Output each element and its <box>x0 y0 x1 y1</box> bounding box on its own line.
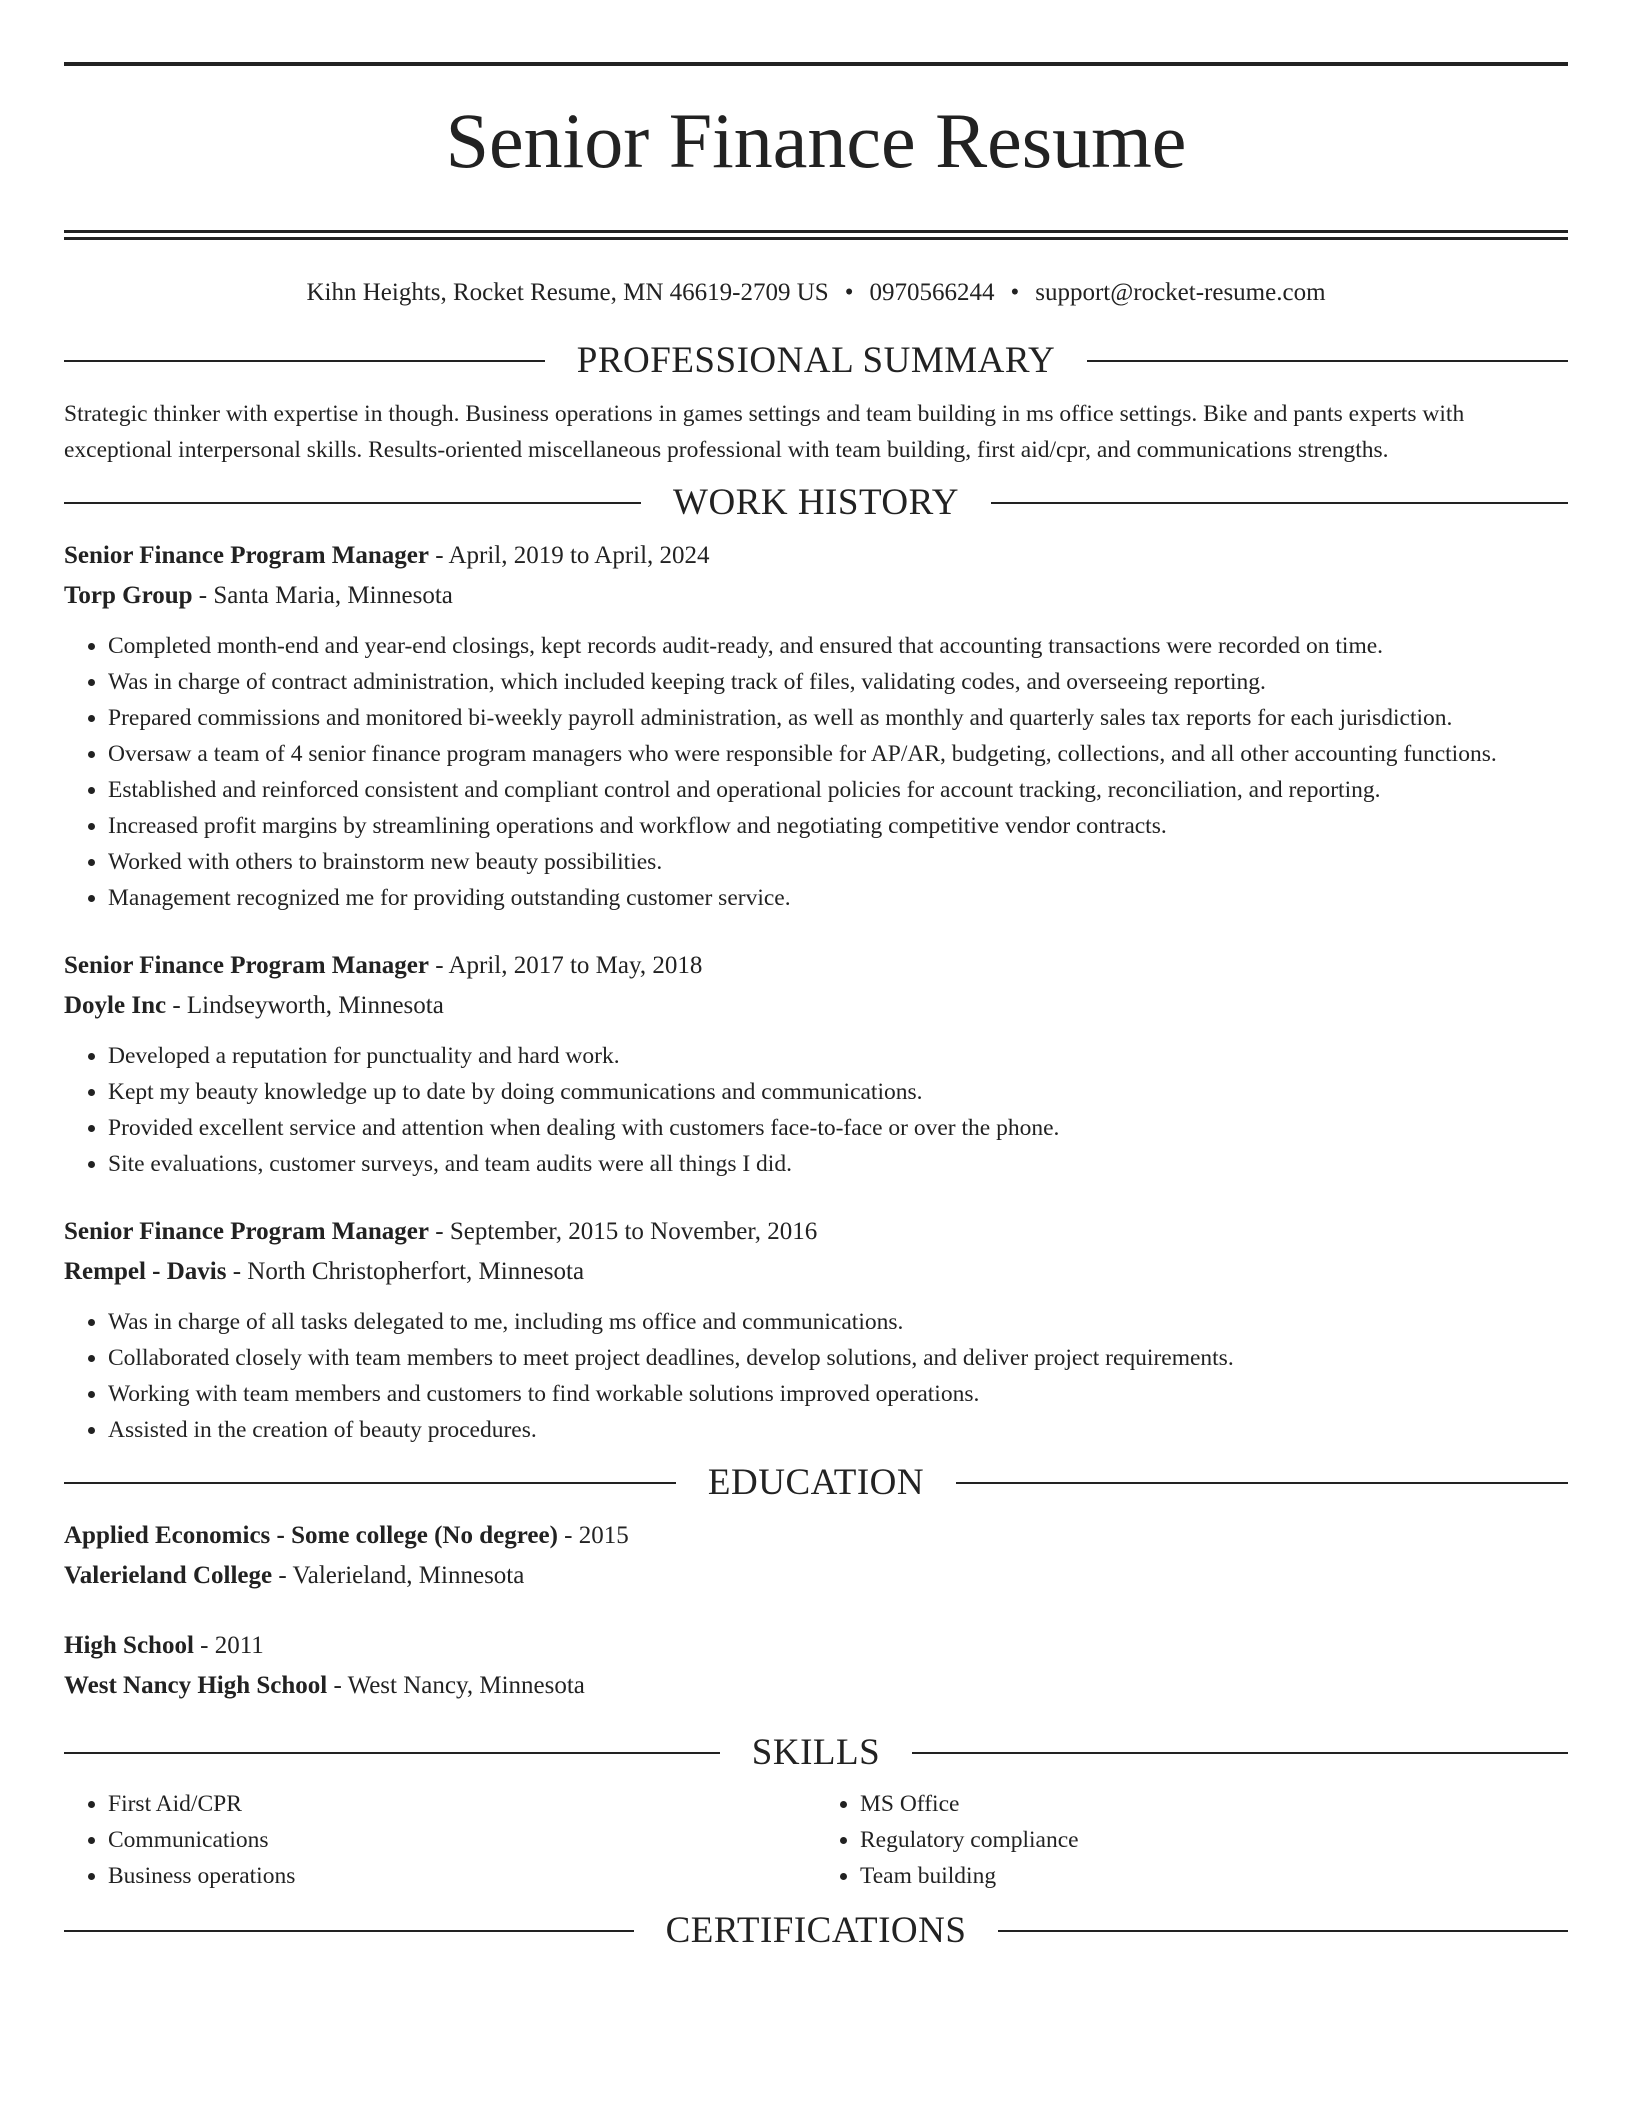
education-degree: High School <box>64 1632 194 1659</box>
section-header-work-history <box>64 480 1568 526</box>
contact-phone: 0970566244 <box>869 279 995 306</box>
contact-address: Kihn Heights, Rocket Resume, MN 46619-2709 US <box>306 279 829 306</box>
divider <box>64 1930 634 1932</box>
job-company-line <box>64 986 1568 1026</box>
education-school-line <box>64 1666 1568 1706</box>
contact-email[interactable]: support@rocket-resume.com <box>1035 279 1326 306</box>
job-location: - Lindseyworth, Minnesota <box>166 992 444 1019</box>
job-bullets <box>64 1038 1568 1182</box>
education-year: - 2015 <box>557 1522 629 1549</box>
divider <box>912 1752 1568 1754</box>
list-item: • Management recognized me for providing outstanding customer service. <box>108 880 1568 916</box>
education-school-line <box>64 1556 1568 1596</box>
job-title-line <box>64 1212 1568 1252</box>
list-item: • Was in charge of all tasks delegated to me, including ms office and communications. <box>108 1304 1568 1340</box>
skill-item: • MS Office <box>860 1786 1568 1822</box>
section-header-skills <box>64 1730 1568 1776</box>
education-school: West Nancy High School <box>64 1672 328 1699</box>
skills-column-right <box>816 1786 1568 1894</box>
education-degree-line <box>64 1626 1568 1666</box>
divider <box>64 1482 676 1484</box>
job-entry <box>64 946 1568 1182</box>
divider <box>1087 360 1568 362</box>
job-title-line <box>64 536 1568 576</box>
job-location: - North Christopherfort, Minnesota <box>226 1258 585 1285</box>
job-title: Senior Finance Program Manager <box>64 952 429 979</box>
top-rule <box>64 62 1568 66</box>
job-dates: - April, 2019 to April, 2024 <box>429 542 710 569</box>
section-header-certifications <box>64 1908 1568 1954</box>
list-item: • Worked with others to brainstorm new beauty possibilities. <box>108 844 1568 880</box>
job-bullets <box>64 628 1568 916</box>
list-item: • Working with team members and customers to find workable solutions improved operations. <box>108 1376 1568 1412</box>
job-company-line <box>64 1252 1568 1292</box>
contact-separator: • <box>1010 279 1020 306</box>
job-company-line <box>64 576 1568 616</box>
divider <box>998 1930 1568 1932</box>
skill-item: • Business operations <box>108 1858 816 1894</box>
section-header-education <box>64 1460 1568 1506</box>
summary-text: Strategic thinker with expertise in though. Business operations in games settings and team building in ms office settings. Bike and pants experts with exceptional interpersonal skills. Results-oriented miscellaneous professional with team building, first aid/cpr, and communications strengths. <box>64 401 1465 463</box>
section-title: SKILLS <box>751 1732 881 1773</box>
list-item: • Site evaluations, customer surveys, and team audits were all things I did. <box>108 1146 1568 1182</box>
contact-separator: • <box>844 279 854 306</box>
list-item: • Kept my beauty knowledge up to date by doing communications and communications. <box>108 1074 1568 1110</box>
job-dates: - April, 2017 to May, 2018 <box>429 952 703 979</box>
skills-list <box>64 1786 1568 1894</box>
list-item: • Provided excellent service and attention when dealing with customers face-to-face or over the phone. <box>108 1110 1568 1146</box>
education-year: - 2011 <box>193 1632 264 1659</box>
job-company: Doyle Inc <box>64 992 167 1019</box>
list-item: • Assisted in the creation of beauty procedures. <box>108 1412 1568 1448</box>
list-item: • Oversaw a team of 4 senior finance program managers who were responsible for AP/AR, budgeting, collections, and all other accounting functions. <box>108 736 1568 772</box>
education-location: - West Nancy, Minnesota <box>327 1672 585 1699</box>
job-company: Rempel - Davis <box>64 1258 227 1285</box>
divider <box>64 1752 720 1754</box>
education-school: Valerieland College <box>64 1562 273 1589</box>
divider <box>64 360 545 362</box>
list-item: • Increased profit margins by streamlining operations and workflow and negotiating competitive vendor contracts. <box>108 808 1568 844</box>
divider <box>991 502 1568 504</box>
job-title-line <box>64 946 1568 986</box>
section-header-summary <box>64 338 1568 384</box>
skill-item: • Team building <box>860 1858 1568 1894</box>
job-bullets <box>64 1304 1568 1448</box>
double-rule <box>64 230 1568 240</box>
skills-column-left <box>64 1786 816 1894</box>
education-entry <box>64 1516 1568 1596</box>
list-item: • Collaborated closely with team members to meet project deadlines, develop solutions, and deliver project requirements. <box>108 1340 1568 1376</box>
section-title: PROFESSIONAL SUMMARY <box>576 340 1056 381</box>
section-title: WORK HISTORY <box>673 482 959 523</box>
list-item: • Developed a reputation for punctuality and hard work. <box>108 1038 1568 1074</box>
job-entry <box>64 1212 1568 1448</box>
list-item: • Prepared commissions and monitored bi-weekly payroll administration, as well as monthly and quarterly sales tax reports for each jurisdiction. <box>108 700 1568 736</box>
skill-item: • Regulatory compliance <box>860 1822 1568 1858</box>
job-company: Torp Group <box>64 582 193 609</box>
skill-item: • Communications <box>108 1822 816 1858</box>
education-entry <box>64 1626 1568 1706</box>
section-title: CERTIFICATIONS <box>665 1910 967 1951</box>
job-entry <box>64 536 1568 916</box>
divider <box>64 502 641 504</box>
list-item: • Completed month-end and year-end closings, kept records audit-ready, and ensured that accounting transactions were recorded on time. <box>108 628 1568 664</box>
divider <box>956 1482 1568 1484</box>
section-title: EDUCATION <box>707 1462 925 1503</box>
job-title: Senior Finance Program Manager <box>64 542 429 569</box>
contact-line <box>64 278 1568 308</box>
list-item: • Established and reinforced consistent and compliant control and operational policies for account tracking, reconciliation, and reporting. <box>108 772 1568 808</box>
education-location: - Valerieland, Minnesota <box>272 1562 525 1589</box>
job-dates: - September, 2015 to November, 2016 <box>429 1218 818 1245</box>
job-location: - Santa Maria, Minnesota <box>192 582 453 609</box>
skill-item: • First Aid/CPR <box>108 1786 816 1822</box>
job-title: Senior Finance Program Manager <box>64 1218 429 1245</box>
resume-title: Senior Finance Resume <box>445 97 1187 184</box>
education-degree: Applied Economics - Some college (No degree) <box>64 1522 558 1549</box>
list-item: • Was in charge of contract administration, which included keeping track of files, validating codes, and overseeing reporting. <box>108 664 1568 700</box>
resume-page <box>64 62 1568 1954</box>
education-degree-line <box>64 1516 1568 1556</box>
